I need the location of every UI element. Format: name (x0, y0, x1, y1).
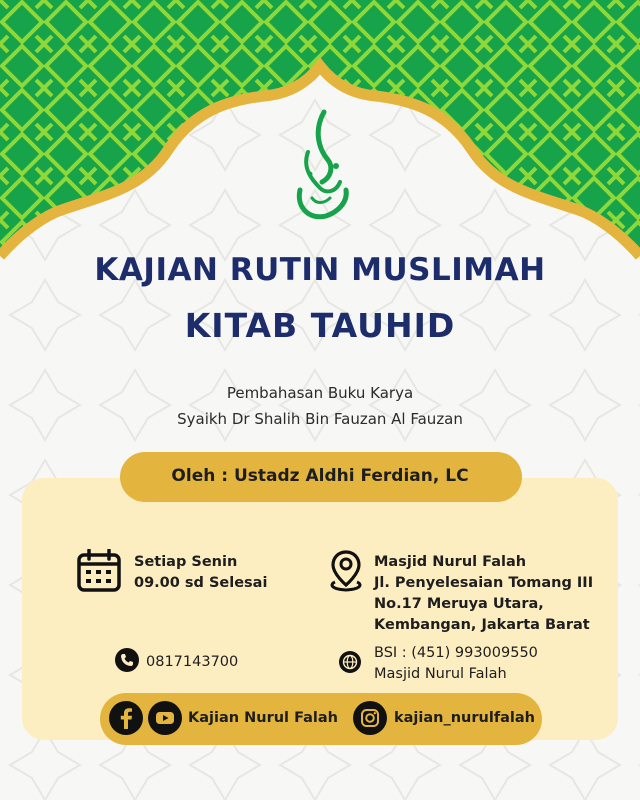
location-name: Masjid Nurul Falah (374, 554, 527, 570)
youtube-icon[interactable] (148, 701, 182, 735)
logo-calligraphy-icon (290, 108, 354, 226)
instagram-handle[interactable]: kajian_nurulfalah (394, 710, 535, 726)
globe-icon (339, 651, 361, 673)
subtitle-line-1: Pembahasan Buku Karya (226, 384, 414, 402)
instagram-icon[interactable] (353, 701, 387, 735)
facebook-icon[interactable] (109, 701, 143, 735)
bank-line-2: Masjid Nurul Falah (374, 666, 507, 682)
speaker-text: Oleh : Ustadz Aldhi Ferdian, LC (171, 466, 469, 486)
phone-icon (115, 648, 139, 672)
schedule-time: 09.00 sd Selesai (134, 575, 268, 591)
calendar-icon (76, 549, 122, 593)
location-line-2: No.17 Meruya Utara, (374, 596, 544, 612)
phone-number: 0817143700 (146, 654, 239, 670)
bank-line-1: BSI : (451) 993009550 (374, 645, 538, 661)
title-line-1: KAJIAN RUTIN MUSLIMAH (94, 252, 546, 288)
location-pin-icon (328, 549, 364, 593)
schedule-day: Setiap Senin (134, 554, 238, 570)
facebook-youtube-handle[interactable]: Kajian Nurul Falah (188, 710, 338, 726)
title-line-2: KITAB TAUHID (184, 306, 456, 345)
location-line-3: Kembangan, Jakarta Barat (374, 617, 590, 633)
subtitle-line-2: Syaikh Dr Shalih Bin Fauzan Al Fauzan (177, 410, 463, 428)
location-line-1: Jl. Penyelesaian Tomang III (374, 575, 594, 591)
